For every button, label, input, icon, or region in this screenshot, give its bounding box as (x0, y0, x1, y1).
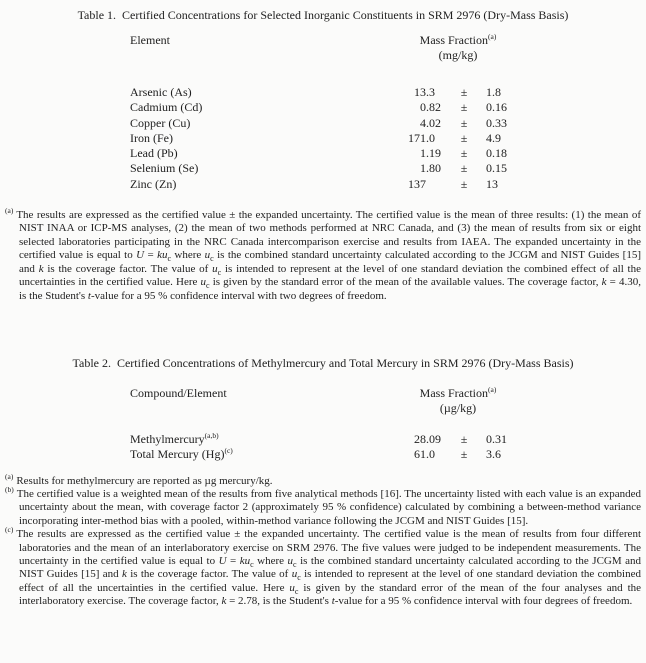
table1 (130, 33, 646, 192)
plus-minus-sign: ± (460, 161, 468, 176)
subscript-text: c (294, 586, 299, 596)
subscript-text: c (206, 281, 210, 291)
footnote-text: = (144, 249, 158, 262)
footnote-marker: (b) (5, 485, 14, 495)
element-name: Arsenic (As) (130, 85, 192, 99)
footnote-ref: (a,b) (204, 430, 219, 440)
footnote-text: U (218, 554, 227, 567)
footnote-text: is the coverage factor. The value of (126, 568, 292, 581)
plus-minus-sign: ± (460, 431, 468, 446)
table2-unit-label: (µg/kg) (439, 400, 477, 415)
subscript-text: c (250, 560, 254, 570)
value-integer: 1 (420, 146, 426, 161)
uncertainty-value: 0.15 (486, 161, 507, 176)
footnote-text: = 4.30, is the Student's (19, 276, 641, 302)
element-name: Copper (Cu) (130, 115, 191, 130)
footnote-text: t (331, 595, 335, 608)
footnote-text: u (287, 554, 294, 567)
subscript-text: c (293, 560, 297, 570)
element-name: Lead (Pb) (130, 146, 178, 161)
footnote-text: ku (239, 554, 251, 567)
value-integer: 4 (420, 115, 426, 130)
footnote-ref-a: (a) (488, 32, 497, 41)
uncertainty-value: 0.31 (486, 431, 507, 446)
footnote-text: is given by the standard error of the mean of the available values. The coverage factor, (209, 276, 602, 289)
table1-rows (130, 85, 646, 192)
uncertainty-value: 13 (486, 176, 498, 191)
table2-footnotes (5, 471, 642, 609)
element-name: Total Mercury $(Hg)^{(c)}$ (130, 446, 233, 462)
footnote-text: Results for methylmercury are reported as µg mercury/kg. (16, 474, 273, 487)
plus-minus-sign: ± (460, 100, 468, 115)
element-name: Selenium (Se) (130, 161, 199, 176)
subscript-text: c (217, 267, 222, 277)
table-row (130, 177, 646, 192)
mass-fraction-label: Mass Fraction (419, 385, 488, 400)
plus-minus-sign: ± (460, 176, 468, 191)
value-decimal (426, 177, 444, 192)
value-decimal: .09 (426, 431, 441, 446)
table-row (130, 100, 646, 115)
table-row (130, 85, 646, 100)
subscript-text: c (167, 254, 172, 264)
plus-minus-sign: ± (460, 130, 468, 145)
value-decimal: .3 (426, 85, 435, 99)
uncertainty-value: 0.18 (486, 146, 507, 161)
table2-section (0, 356, 646, 609)
table-row (130, 131, 646, 146)
uncertainty-value: 0.33 (486, 115, 507, 130)
element-name: Cadmium (Cd) (130, 100, 203, 115)
footnote-text: u (289, 581, 295, 594)
footnote-text: where (171, 249, 205, 262)
subscript-text: c (297, 573, 301, 583)
mass-fraction-label: Mass Fraction (419, 33, 488, 47)
uncertainty-value: 3.6 (486, 447, 501, 462)
footnote-text: The results are expressed as the certified value ± the expanded uncertainty. The certified value is the mean of results from four different laboratories and the mean of an interlaboratory exercise on SRM 2976. The five values were judged to be independent measurements. The uncertainty in the certified value is equal to (16, 528, 641, 567)
plus-minus-sign: ± (460, 85, 468, 99)
value-integer: 28 (414, 431, 426, 446)
uncertainty-value: 4.9 (486, 130, 501, 145)
footnote-text: = 2.78, is the Student's (226, 595, 332, 608)
table2-title: Table 2. Certified Concentrations of Methylmercury and Total Mercury in SRM 2976 (Dry-Mass Basis) (72, 355, 574, 370)
footnote-text: u (291, 568, 298, 581)
element-name: Methylmercury$^{(a,b)}$ (130, 430, 219, 446)
table2-col1-header: Compound/Element (130, 385, 227, 400)
footnote (5, 471, 641, 488)
table1-footnotes (5, 206, 641, 303)
table1-section (0, 0, 646, 303)
footnote-marker: (a) (5, 471, 14, 481)
table2-header-row (130, 386, 646, 401)
footnote-text: is the combined standard uncertainty calculated according to the JCGM and NIST Guides [15] and (19, 554, 642, 581)
value-decimal: .80 (426, 161, 441, 176)
table1-unit-row (130, 48, 646, 63)
table-row (130, 447, 646, 462)
value-decimal: .0 (426, 447, 435, 462)
footnote-marker: (a) (5, 206, 14, 216)
table-row (130, 146, 646, 161)
footnote-text: The results are expressed as the certified value ± the expanded uncertainty. The certified value is the mean of three results: (1) the mean of NIST INAA or ICP-MS analyses, (2) the mean of two methods performed at NRC Canada, and (3) the mean of results from six or eight selected laboratories participating in the NRC Canada intercomparison exercise and results from IAEA. The expanded uncertainty in the certified value is equal to (16, 209, 641, 262)
footnote-text: is intended to represent at the level of one standard deviation the combined effect of all the uncertainties in the certified value. Here (19, 262, 641, 289)
footnote-text: u (212, 262, 218, 275)
table-row (130, 116, 646, 131)
value-integer: 0 (420, 100, 426, 115)
footnote-text: k (221, 595, 227, 608)
value-integer: 13 (414, 85, 426, 99)
value-decimal: .02 (426, 115, 441, 130)
footnote-text: ku (157, 249, 168, 262)
table2-col2-header (398, 386, 540, 401)
element-name: Iron (Fe) (130, 130, 173, 145)
table1-header-row (130, 33, 646, 48)
footnote-text: is intended to represent at the level of one standard deviation the combined effect of all the uncertainties in the certified value. Here (19, 568, 641, 594)
footnote-text: t (87, 289, 91, 302)
table2 (130, 386, 646, 463)
plus-minus-sign: ± (460, 146, 468, 161)
table-row (130, 432, 646, 447)
footnote (5, 525, 642, 608)
footnote-text: is given by the standard error of the mean of the four analyses and the interlaboratory exercise. The coverage factor, (19, 581, 642, 608)
value-decimal: .82 (426, 100, 441, 115)
plus-minus-sign: ± (460, 115, 468, 130)
table2-rows (130, 432, 646, 463)
uncertainty-value: 1.8 (486, 85, 501, 99)
value-integer: 137 (408, 176, 426, 191)
footnote-text: k (121, 568, 127, 581)
table1-unit-label: (mg/kg) (438, 48, 478, 62)
table1-title: Table 1. Certified Concentrations for Selected Inorganic Constituents in SRM 2976 (Dry-Mass Basis) (77, 8, 569, 22)
footnote (5, 485, 641, 528)
table-row (130, 161, 646, 176)
footnote-text: -value for a 95 % confidence interval with four degrees of freedom. (334, 595, 633, 608)
footnote-text: u (204, 249, 211, 262)
footnote-text: is the coverage factor. The value of (43, 262, 213, 275)
plus-minus-sign: ± (460, 447, 468, 462)
footnote-text: U (136, 249, 145, 262)
footnote-text: -value for a 95 % confidence interval with two degrees of freedom. (90, 289, 387, 302)
subscript-text: c (210, 254, 214, 264)
footnote-marker: (c) (5, 525, 14, 535)
table1-col2-header (398, 33, 540, 48)
footnote-text: u (200, 276, 207, 289)
value-decimal: .19 (426, 146, 441, 161)
value-decimal: .0 (426, 130, 435, 145)
value-integer: 171 (408, 130, 426, 145)
value-integer: 61 (414, 447, 426, 462)
footnote-text: = (226, 554, 240, 567)
table1-col1-header: Element (130, 33, 170, 47)
footnote-text: where (253, 554, 288, 567)
footnote-ref: (c) (224, 446, 233, 456)
element-name: Zinc (Zn) (130, 176, 177, 191)
footnote-text: The certified value is a weighted mean of the results from five analytical methods [16]. The uncertainty listed with each value is an expanded uncertainty about the mean, with coverage factor 2 (approximately 95 % confidence) calculated by combining a between-method variance incorporating inter-method bias with a pooled, within-method variance following the JCGM and NIST Guides [15]. (16, 487, 641, 527)
footnote (5, 206, 641, 303)
footnote-ref-a: (a) (488, 384, 497, 394)
footnote-text: k (601, 276, 607, 289)
table2-unit-row (130, 401, 646, 416)
value-integer: 1 (420, 161, 426, 176)
footnote-text: k (38, 262, 44, 275)
footnote-text: is the combined standard uncertainty calculated according to the JCGM and NIST Guides [15] and (19, 249, 641, 275)
uncertainty-value: 0.16 (486, 100, 507, 115)
